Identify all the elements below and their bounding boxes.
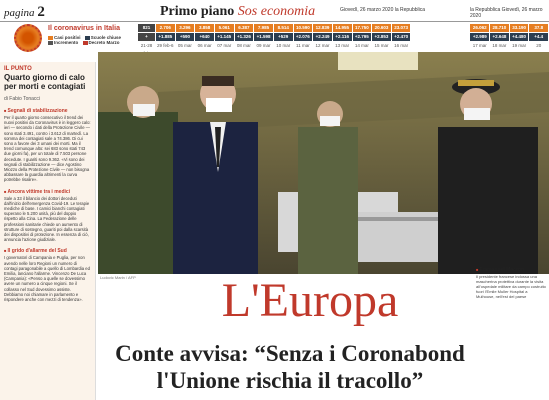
stats-cell: 29 feb-6 bbox=[157, 43, 174, 48]
stats-cell: 17 mar bbox=[472, 43, 487, 48]
stats-cell: +1.598 bbox=[254, 33, 273, 41]
stats-cell: +4.4 bbox=[529, 33, 548, 41]
section-title: ■ Ancora vittime tra i medici bbox=[4, 189, 91, 195]
column-section bbox=[4, 108, 91, 183]
section-title: ■ Il grido d'allarme del Sud bbox=[4, 248, 91, 254]
stats-cell: +2.470 bbox=[392, 33, 411, 41]
header-date-right: la Repubblica Giovedì, 26 marzo 2020 bbox=[470, 7, 543, 19]
stats-cell: 37.8 bbox=[529, 24, 548, 32]
stats-cell: +2.989 bbox=[470, 33, 489, 41]
stats-cell: 06 mar bbox=[197, 43, 212, 48]
stats-cell: 12.839 bbox=[313, 24, 332, 32]
coronavirus-icon bbox=[14, 24, 42, 52]
stats-cell: +4.480 bbox=[510, 33, 529, 41]
photo-caption bbox=[473, 264, 549, 324]
section-text: Sale a 33 il bilancio dei dottori deceduti dall'inizio dell'emergenza Covid-19. Le terapie mediche di base. I camici bianchi contagiati superano le 5.200 unità, più del doppio rispetto alla Cina. La Federazione delle professioni sanitarie chiede un aumento di strutture di sostegno, guariti poi dalla scarsità dei dispositivi di protezione. In essenza di ciò, annuncia l'azione giudiziale. bbox=[4, 195, 90, 243]
main-headline: L'Europa bbox=[221, 274, 399, 327]
legend-item: Scuole chiuse bbox=[90, 35, 122, 40]
stats-row-dates bbox=[138, 42, 549, 50]
photo-credit: Ludovic Marin / AFP bbox=[100, 275, 136, 280]
stats-cell: +640 bbox=[195, 33, 214, 41]
stats-cell: 12 mar bbox=[315, 43, 330, 48]
photo-illustration bbox=[98, 52, 549, 274]
stats-cell bbox=[411, 42, 430, 50]
section-rubric: Primo piano Sos economia bbox=[160, 4, 316, 19]
left-column bbox=[0, 62, 96, 400]
legend-item: Decreto Marzo bbox=[88, 40, 120, 45]
stats-cell: 13 mar bbox=[335, 43, 350, 48]
stats-cell: 11 mar bbox=[296, 43, 310, 48]
stats-cell bbox=[431, 42, 450, 50]
sub-headline: Conte avvisa: “Senza i Coronabond l'Unione rischia il tracollo” bbox=[115, 341, 465, 393]
stats-cell: +1.145 bbox=[215, 33, 234, 41]
page-header bbox=[0, 0, 549, 22]
stats-cell: +2.795 bbox=[353, 33, 372, 41]
stats-cell: +2.076 bbox=[294, 33, 313, 41]
stats-cell: 26.062 bbox=[470, 24, 489, 32]
panel-legend bbox=[48, 35, 124, 45]
stats-cell: +590 bbox=[176, 33, 195, 41]
stats-cell: 28.710 bbox=[490, 24, 509, 32]
stats-cell: 05 mar bbox=[177, 43, 192, 48]
stats-cell: 10.590 bbox=[294, 24, 313, 32]
section-title: ■ Segnali di stabilizzazione bbox=[4, 108, 91, 114]
stats-row-increment bbox=[138, 33, 549, 41]
stats-cell: +2.648 bbox=[490, 33, 509, 41]
stats-cell: 20 bbox=[536, 43, 542, 48]
stats-cell: 08 mar bbox=[236, 43, 251, 48]
stats-cell: 21-28 bbox=[140, 43, 153, 48]
column-section bbox=[4, 189, 91, 243]
stats-cell bbox=[431, 24, 450, 32]
stats-cell: 15 mar bbox=[374, 43, 389, 48]
legend-item: Casi positivi bbox=[54, 35, 81, 40]
stats-cell: 07 mar bbox=[217, 43, 232, 48]
stats-strip bbox=[138, 24, 549, 52]
legend-item: Incremento bbox=[54, 40, 79, 45]
stats-cell: 10 mar bbox=[276, 43, 291, 48]
caption-name: ■ Emmanuel Macron bbox=[476, 267, 546, 273]
caption-text: Il presidente francese indossa una mascherina protettiva durante la visita all'ospedale militare da campo costruito fuori l'Emile Muller Hospital a Mulhouse, nell'est del paese bbox=[476, 274, 546, 299]
column-byline: di Fabio Tonacci bbox=[4, 96, 41, 102]
stats-row-cases bbox=[138, 24, 549, 32]
column-kicker: IL PUNTO bbox=[4, 66, 32, 72]
main-photo bbox=[98, 52, 549, 274]
stats-cell bbox=[431, 33, 450, 41]
stats-cell: 7.985 bbox=[254, 24, 273, 32]
stats-cell bbox=[411, 24, 430, 32]
stats-cell: 17.750 bbox=[353, 24, 372, 32]
stats-cell: 16 mar bbox=[394, 43, 409, 48]
stats-cell: 2.706 bbox=[156, 24, 175, 32]
stats-cell: +1.326 bbox=[235, 33, 254, 41]
stats-cell: 821 bbox=[138, 24, 155, 32]
stats-cell: +2.116 bbox=[333, 33, 352, 41]
stats-cell bbox=[451, 42, 470, 50]
stats-cell bbox=[451, 33, 470, 41]
stats-cell: 5.061 bbox=[215, 24, 234, 32]
stats-cell bbox=[411, 33, 430, 41]
stats-cell: +1.885 bbox=[156, 33, 175, 41]
stats-cell: 8.514 bbox=[274, 24, 293, 32]
stats-cell: 23.073 bbox=[392, 24, 411, 32]
stats-cell: 14.955 bbox=[333, 24, 352, 32]
stats-cell: 33.190 bbox=[510, 24, 529, 32]
section-text: I governatori di Campania e Puglia, per non avendo nelle loro Regioni un numero di contagi paragonabile a quello di Lombardia ed Emilia, lanciano l'allarme. Vincenzo De Luca (Campania): «Penso a quelle se dovessimo avere un numero a cinque regioni. Se il collasso nel Sud dovessimo assiste. Debbiamo noi chiamare in parlamento e rispondere anche con mezzi di tendenza». bbox=[4, 255, 90, 303]
stats-cell: 20.603 bbox=[372, 24, 391, 32]
stats-cell: 3.858 bbox=[195, 24, 214, 32]
panel-title: Il coronavirus in Italia bbox=[48, 25, 120, 32]
stats-cell: 14 mar bbox=[354, 43, 369, 48]
page-number: pagina 2 bbox=[4, 4, 45, 20]
column-section bbox=[4, 248, 91, 302]
stats-cell: 19 mar bbox=[512, 43, 527, 48]
stats-cell bbox=[451, 24, 470, 32]
stats-cell: +529 bbox=[274, 33, 293, 41]
stats-cell: +2.249 bbox=[313, 33, 332, 41]
section-text: Per il quarto giorno consecutivo il trend dei nuovi positivi da Coronavirus è in leggero calo: ieri — secondo i dati della Protezione Civile — sono stati 3.491, contro i 3.612 di martedì. La somma dei contagiati sale a 74.386. Di cui sono a favore dei 3 umani dei morti. Ma il trend comunque alto: sei 683 sono stati 743 due giorni fa), per un totale di 7.503 persone decedute. I guariti sono 9.362. «Vi sono dei segnali di stabilizzazione — dice Agostino Miozzo della Protezione Civile — non bisogna abbassare la guardia altrimenti la curva potrebbe risalire». bbox=[4, 115, 91, 183]
stats-cell: +2.853 bbox=[372, 33, 391, 41]
column-headline: Quarto giorno di calo per morti e contagiati bbox=[4, 73, 86, 91]
stats-cell: + bbox=[138, 33, 155, 41]
stats-cell: 18 mar bbox=[492, 43, 507, 48]
stats-cell: 6.387 bbox=[235, 24, 254, 32]
header-date-left: Giovedì, 26 marzo 2020 la Repubblica bbox=[340, 7, 426, 13]
stats-cell: 3.296 bbox=[176, 24, 195, 32]
stats-cell: 09 mar bbox=[256, 43, 271, 48]
